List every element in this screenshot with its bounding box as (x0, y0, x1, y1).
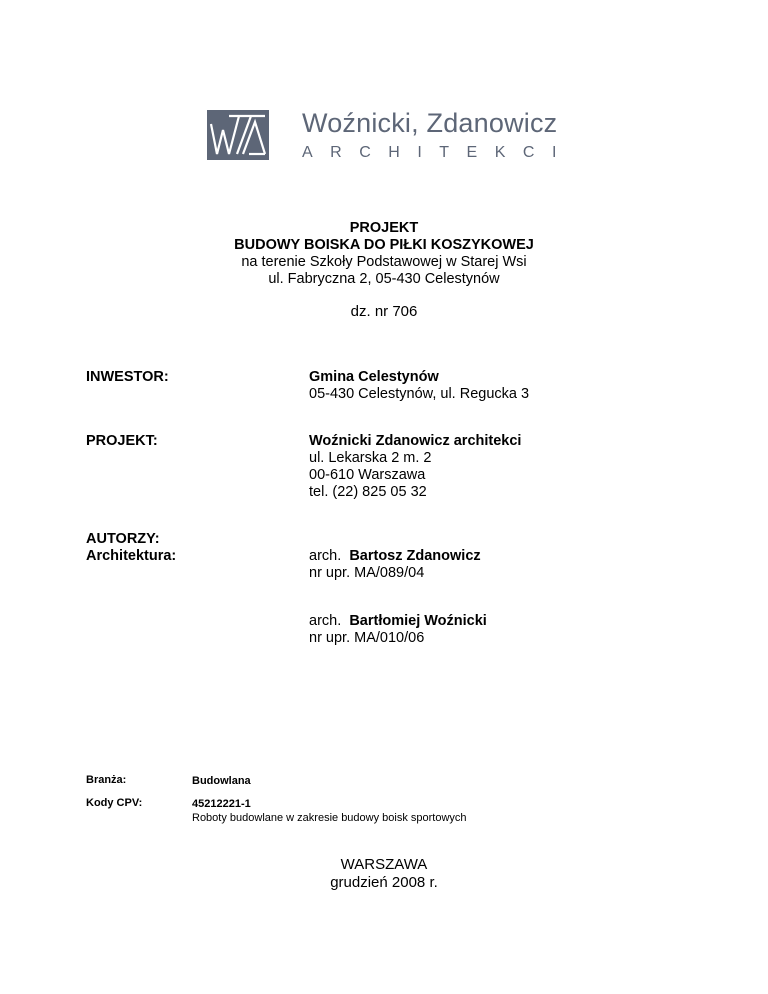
project-phone: tel. (22) 825 05 32 (309, 484, 427, 500)
authors-label-block (86, 531, 176, 565)
cpv-label: Kody CPV: (86, 797, 143, 809)
logo-name: Woźnicki, Zdanowicz (302, 108, 558, 138)
author2-name: Bartłomiej Woźnicki (349, 613, 487, 629)
branch-value: Budowlana (192, 775, 251, 787)
doc-address: ul. Fabryczna 2, 05-430 Celestynów (268, 271, 500, 287)
project-city: 00-610 Warszawa (309, 467, 426, 483)
cpv-code: 45212221-1 (192, 798, 251, 810)
author1-license: nr upr. MA/089/04 (309, 565, 425, 581)
project-street: ul. Lekarska 2 m. 2 (309, 450, 432, 466)
cpv-description: Roboty budowlane w zakresie budowy boisk sportowych (192, 812, 467, 824)
doc-subject: BUDOWY BOISKA DO PIŁKI KOSZYKOWEJ (234, 237, 534, 253)
architect-logo-icon (207, 110, 269, 160)
investor-label: INWESTOR: (86, 369, 169, 385)
authors-label: AUTORZY: (86, 531, 160, 547)
author2-title: arch. (309, 613, 342, 629)
investor-block (309, 369, 529, 403)
investor-address: 05-430 Celestynów, ul. Regucka 3 (309, 386, 530, 402)
author2-license: nr upr. MA/010/06 (309, 630, 425, 646)
branch-label: Branża: (86, 774, 127, 786)
doc-title: PROJEKT (349, 220, 419, 236)
cpv-block (192, 797, 467, 825)
investor-name: Gmina Celestynów (309, 369, 439, 385)
footer-date: grudzień 2008 r. (330, 874, 438, 891)
author1-block (309, 548, 481, 582)
footer-city: WARSZAWA (340, 856, 428, 873)
logo-subtitle: ARCHITEKCI (302, 144, 574, 161)
project-block (309, 433, 521, 501)
doc-parcel: dz. nr 706 (350, 303, 418, 320)
author1-title: arch. (309, 548, 342, 564)
author2-block (309, 613, 487, 647)
doc-location: na terenie Szkoły Podstawowej w Starej Wsi (241, 254, 527, 270)
authors-sublabel: Architektura: (86, 548, 177, 564)
author1-name: Bartosz Zdanowicz (349, 548, 481, 564)
project-label: PROJEKT: (86, 433, 158, 449)
project-name: Woźnicki Zdanowicz architekci (309, 433, 522, 449)
